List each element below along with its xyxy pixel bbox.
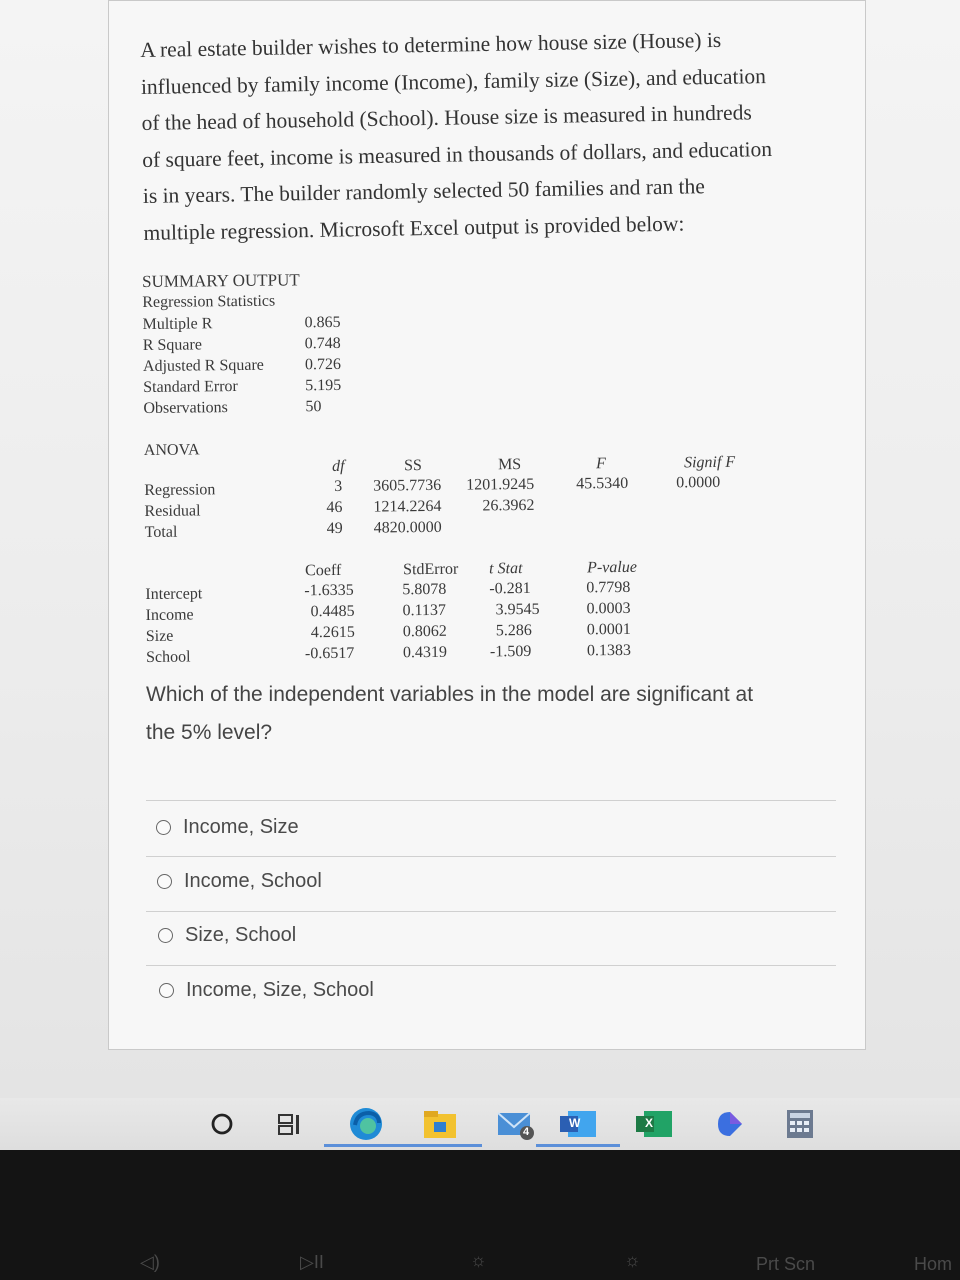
- anova-title: ANOVA: [143, 441, 200, 459]
- option-label: Income, Size, School: [186, 978, 374, 1001]
- anova-df: 3: [334, 477, 343, 495]
- question-line: A real estate builder wishes to determine how house size (House) is: [140, 27, 722, 62]
- coef-row-label: Size: [145, 627, 174, 645]
- stat-value: 0.748: [304, 334, 341, 353]
- play-pause-icon: ▷II: [300, 1252, 324, 1272]
- stat-value: 0.726: [304, 355, 342, 374]
- anova-df: 49: [326, 519, 343, 538]
- coef-header-se: StdError: [403, 560, 459, 579]
- anova-ss: 4820.0000: [373, 518, 442, 537]
- stat-label: Multiple R: [142, 315, 213, 333]
- question-line: influenced by family income (Income), family size (Size), and education: [140, 63, 767, 99]
- stat-label: Adjusted R Square: [142, 356, 264, 375]
- option-label: Income, Size: [183, 815, 299, 838]
- coef-t: 3.9545: [495, 600, 540, 619]
- anova-df: 46: [326, 498, 343, 517]
- coef-row-label: Intercept: [145, 585, 203, 603]
- option-label: Size, School: [185, 923, 297, 946]
- option-income-school[interactable]: [157, 868, 322, 894]
- coef-se: 0.8062: [402, 622, 447, 641]
- divider: [146, 800, 836, 801]
- anova-header-sigf: Signif F: [683, 453, 736, 472]
- regression-stats-subtitle: Regression Statistics: [142, 292, 276, 311]
- anova-header-ms: MS: [497, 456, 522, 474]
- coef-se: 0.1137: [402, 601, 447, 620]
- option-income-size-school[interactable]: [159, 977, 374, 1003]
- question-text: [140, 20, 844, 251]
- question-line: multiple regression. Microsoft Excel output is provided below:: [143, 211, 685, 245]
- prompt-line: the 5% level?: [146, 721, 273, 744]
- brightness-up-icon: ☼: [624, 1250, 641, 1270]
- coef-header-t: t Stat: [489, 560, 523, 578]
- coef-value: 4.2615: [310, 623, 355, 642]
- coef-row-label: School: [145, 648, 191, 666]
- option-income-size[interactable]: [156, 814, 299, 840]
- coef-t: -0.281: [489, 579, 531, 598]
- anova-ms: 26.3962: [482, 496, 535, 515]
- prompt-line: Which of the independent variables in the model are significant at: [146, 683, 754, 706]
- excel-icon[interactable]: [632, 1104, 676, 1144]
- option-label: Income, School: [184, 869, 322, 892]
- home-key-label: Hom: [914, 1254, 953, 1274]
- anova-row-label: Regression: [144, 481, 216, 499]
- anova-header-df: df: [331, 457, 345, 476]
- radio-button[interactable]: [157, 874, 172, 889]
- divider: [146, 911, 836, 912]
- anova-header-ss: SS: [403, 457, 422, 475]
- mail-badge: 4: [523, 1126, 530, 1138]
- anova-ss: 1214.2264: [373, 497, 442, 516]
- coef-se: 5.8078: [402, 580, 447, 599]
- coef-value: -1.6335: [304, 581, 354, 600]
- prtscn-key-label: Prt Scn: [756, 1254, 816, 1274]
- laptop-bezel: [0, 1150, 960, 1280]
- stat-value: 50: [305, 398, 322, 416]
- coef-p: 0.7798: [586, 578, 631, 597]
- coef-p: 0.0003: [586, 599, 631, 618]
- word-icon[interactable]: [556, 1104, 600, 1144]
- divider: [146, 856, 836, 857]
- mail-icon[interactable]: [494, 1104, 538, 1144]
- coef-p: 0.1383: [586, 641, 632, 660]
- coef-value: -0.6517: [304, 644, 355, 663]
- question-line: is in years. The builder randomly selected 50 families and ran the: [142, 174, 706, 208]
- stat-label: Standard Error: [143, 378, 238, 396]
- task-view-icon[interactable]: [268, 1104, 312, 1144]
- question-line: of the head of household (School). House size is measured in hundreds: [141, 100, 752, 135]
- brightness-down-icon: ☼: [470, 1250, 487, 1270]
- radio-button[interactable]: [159, 983, 174, 998]
- search-icon[interactable]: [200, 1104, 244, 1144]
- divider: [146, 965, 836, 966]
- active-indicator: [324, 1144, 408, 1147]
- excel-output: [142, 266, 766, 672]
- coef-header-coeff: Coeff: [305, 561, 342, 580]
- stat-value: 0.865: [304, 313, 341, 332]
- stat-label: R Square: [142, 336, 202, 354]
- coef-row-label: Income: [145, 606, 194, 624]
- stat-value: 5.195: [305, 376, 342, 395]
- anova-ss: 3605.7736: [373, 476, 442, 495]
- anova-sigf: 0.0000: [676, 473, 721, 492]
- coef-t: -1.509: [489, 642, 532, 661]
- anova-header-f: F: [595, 455, 606, 473]
- coef-p: 0.0001: [586, 620, 631, 639]
- coef-header-p: P-value: [587, 558, 637, 577]
- active-indicator: [398, 1144, 482, 1147]
- edge-browser-icon[interactable]: [344, 1104, 388, 1144]
- summary-title: SUMMARY OUTPUT: [142, 270, 300, 291]
- question-prompt: [146, 676, 836, 752]
- word-label: W: [569, 1116, 581, 1130]
- speaker-icon: ◁): [140, 1252, 160, 1272]
- coef-value: 0.4485: [310, 602, 355, 621]
- taskbar: [0, 1098, 960, 1150]
- anova-row-label: Total: [144, 523, 178, 541]
- anova-f: 45.5340: [576, 474, 629, 493]
- anova-row-label: Residual: [144, 502, 201, 520]
- coef-se: 0.4319: [402, 643, 448, 662]
- file-explorer-icon[interactable]: [418, 1104, 462, 1144]
- question-line: of square feet, income is measured in thousands of dollars, and education: [142, 136, 773, 172]
- active-indicator: [536, 1144, 620, 1147]
- radio-button[interactable]: [156, 820, 171, 835]
- coef-t: 5.286: [495, 621, 532, 640]
- excel-label: X: [645, 1116, 654, 1130]
- anova-ms: 1201.9245: [466, 475, 535, 494]
- app-icon[interactable]: [708, 1104, 752, 1144]
- calculator-icon[interactable]: [778, 1104, 822, 1144]
- radio-button[interactable]: [158, 928, 173, 943]
- option-size-school[interactable]: [158, 922, 296, 948]
- stat-label: Observations: [143, 399, 228, 417]
